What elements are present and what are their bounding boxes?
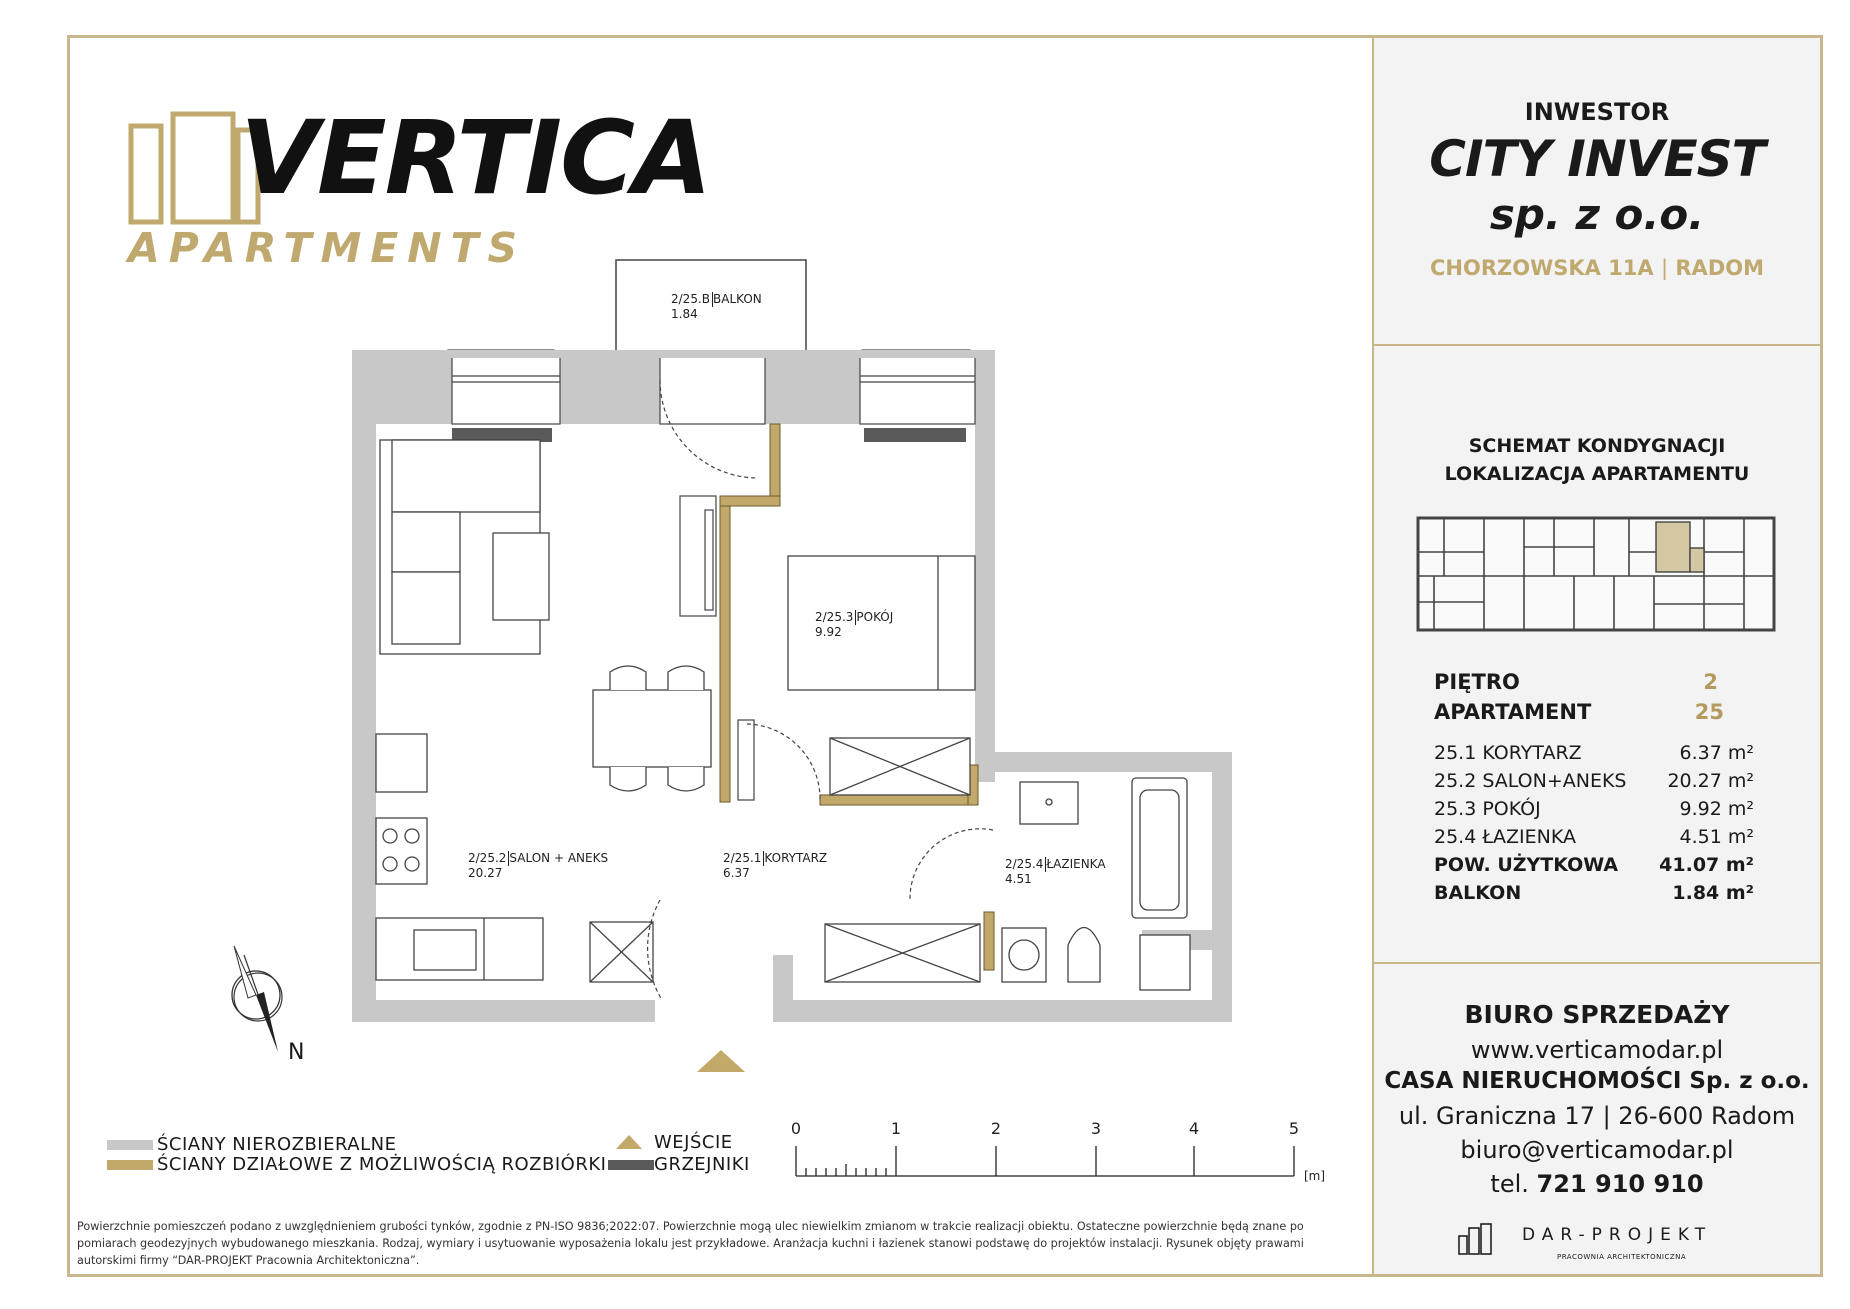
sales-phone xyxy=(1374,1170,1820,1198)
room-id: 2/25.B xyxy=(671,292,713,307)
usable-area-value: 41.07 m² xyxy=(1659,854,1754,876)
apartment-label: APARTAMENT xyxy=(1434,700,1592,724)
investor-company-type: sp. z o.o. xyxy=(1489,190,1705,239)
room-area: 1.84 xyxy=(671,307,698,321)
architect-name: DAR-PROJEKT xyxy=(1522,1225,1713,1245)
room-name: 25.2 SALON+ANEKS xyxy=(1434,770,1627,792)
room-name: BALKON xyxy=(713,292,762,306)
balcony-label xyxy=(671,292,762,322)
disclaimer-footnote: Powierzchnie pomieszczeń podano z uwzględnieniem grubości tynków, zgodnie z PN-ISO 9836;2022:07. Powierzchnie mogą ulec niewielkim zmianom w trakcie realizacji obiektu. Ostateczne powierzchnie będą znane po pomiarach geodezyjnych wybudowanego mieszkania. Rodzaj, wymiary i usytuowanie wyposażenia lokalu jest przykładowe. Aranżacja kuchni i łazienek stanowi podstawę do projektów instalacji. Rysunek objęty prawami autorskimi firmy “DAR-PROJEKT Pracownia Architektoniczna”. xyxy=(77,1220,1304,1267)
legend-entrance-icon xyxy=(614,1133,644,1151)
logo-wordmark: VERTICA xyxy=(240,99,710,218)
legend-entrance: WEJŚCIE xyxy=(654,1132,733,1153)
removable-partitions xyxy=(720,424,994,970)
dining-table xyxy=(593,666,711,791)
sales-email-link[interactable]: biuro@verticamodar.pl xyxy=(1460,1136,1734,1164)
room-id: 2/25.2 xyxy=(468,851,509,866)
room-name: 25.3 POKÓJ xyxy=(1434,798,1541,820)
apartment-location-highlight xyxy=(1656,522,1690,572)
scale-tick-label: 1 xyxy=(890,1119,902,1138)
phone-label: tel. xyxy=(1490,1170,1529,1198)
room-name: KORYTARZ xyxy=(764,851,828,865)
room-id: 2/25.3 xyxy=(815,610,856,625)
address-city: RADOM xyxy=(1675,256,1764,280)
scale-tick-label: 5 xyxy=(1288,1119,1300,1138)
room-name: 25.1 KORYTARZ xyxy=(1434,742,1582,764)
scale-unit: [m] xyxy=(1304,1169,1326,1183)
address-separator: | xyxy=(1661,256,1669,280)
apartment-value: 25 xyxy=(1694,700,1724,724)
scale-tick-label: 0 xyxy=(790,1119,802,1138)
salon-label xyxy=(468,851,608,881)
room-area: 6.37 m² xyxy=(1679,742,1754,764)
phone-number[interactable]: 721 910 910 xyxy=(1536,1170,1704,1198)
north-arrow-icon xyxy=(218,950,298,1060)
room-area: 4.51 m² xyxy=(1679,826,1754,848)
room-name: POKÓJ xyxy=(856,610,894,624)
north-label: N xyxy=(288,1040,305,1065)
room-area: 9.92 xyxy=(815,625,842,639)
legend-removable-walls: ŚCIANY DZIAŁOWE Z MOŻLIWOŚCIĄ ROZBIÓRKI xyxy=(157,1154,607,1175)
legend-removable-walls-swatch xyxy=(107,1160,153,1170)
address-street: CHORZOWSKA 11A xyxy=(1429,256,1654,280)
scale-tick-label: 4 xyxy=(1188,1119,1200,1138)
scale-tick-label: 2 xyxy=(990,1119,1002,1138)
legend-radiators: GRZEJNIKI xyxy=(654,1154,750,1175)
legend-radiator-swatch xyxy=(608,1160,654,1170)
pokoj-label xyxy=(815,610,893,640)
floor-value: 2 xyxy=(1703,670,1718,694)
schema-title-line1: SCHEMAT KONDYGNACJI xyxy=(1468,435,1726,457)
radiator xyxy=(864,428,966,442)
room-area: 6.37 xyxy=(723,866,750,880)
investor-label: INWESTOR xyxy=(1524,98,1670,126)
entrance-arrow-icon xyxy=(697,1050,745,1072)
scale-bar xyxy=(780,1118,1326,1186)
scale-tick-label: 3 xyxy=(1090,1119,1102,1138)
room-area: 9.92 m² xyxy=(1679,798,1754,820)
room-area: 20.27 xyxy=(468,866,503,880)
sales-website-link[interactable]: www.verticamodar.pl xyxy=(1470,1036,1724,1064)
legend-fixed-walls-swatch xyxy=(107,1140,153,1150)
floor-schema-title xyxy=(1374,432,1820,488)
coffee-table xyxy=(493,533,549,620)
room-name: SALON + ANEKS xyxy=(509,851,609,865)
windows xyxy=(452,355,975,424)
room-area: 20.27 m² xyxy=(1667,770,1754,792)
schema-title-line2: LOKALIZACJA APARTAMENTU xyxy=(1444,463,1750,485)
apartment-floor-plan xyxy=(340,252,1240,1102)
architect-subtitle: PRACOWNIA ARCHITEKTONICZNA xyxy=(1557,1253,1687,1261)
sidebar-divider xyxy=(1374,344,1820,346)
floor-schema-thumbnail xyxy=(1414,512,1778,642)
room-name: 25.4 ŁAZIENKA xyxy=(1434,826,1576,848)
balcony-area-label: BALKON xyxy=(1434,882,1522,904)
sales-office-title: BIURO SPRZEDAŻY xyxy=(1464,1000,1730,1029)
sales-address: ul. Graniczna 17 | 26-600 Radom xyxy=(1398,1102,1796,1130)
room-id: 2/25.4 xyxy=(1005,857,1046,872)
legend-fixed-walls: ŚCIANY NIEROZBIERALNE xyxy=(157,1134,397,1155)
korytarz-label xyxy=(723,851,827,881)
investor-name: CITY INVEST xyxy=(1429,130,1765,188)
room-name: ŁAZIENKA xyxy=(1046,857,1106,871)
dar-projekt-logo-icon xyxy=(1456,1222,1496,1256)
usable-area-label: POW. UŻYTKOWA xyxy=(1434,854,1619,876)
room-id: 2/25.1 xyxy=(723,851,764,866)
investment-address xyxy=(1374,256,1820,280)
lazienka-label xyxy=(1005,857,1106,887)
room-area: 4.51 xyxy=(1005,872,1032,886)
logo-subtitle: APARTMENTS xyxy=(128,224,527,272)
floor-label: PIĘTRO xyxy=(1434,670,1520,694)
sales-company: CASA NIERUCHOMOŚCI Sp. z o.o. xyxy=(1384,1068,1810,1094)
balcony-area-value: 1.84 m² xyxy=(1672,882,1754,904)
sidebar-divider xyxy=(1374,962,1820,964)
